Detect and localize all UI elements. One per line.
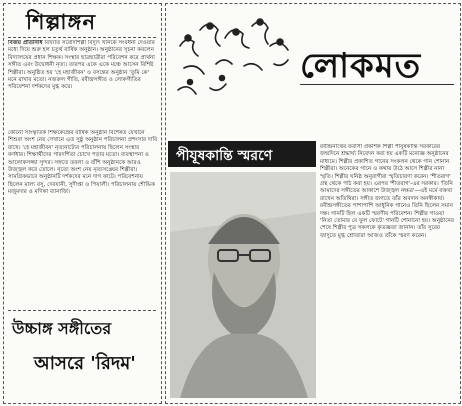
section1 xyxy=(8,40,158,128)
bottom-divider xyxy=(8,310,156,311)
heading-divider xyxy=(8,37,156,38)
left-column xyxy=(3,3,162,404)
section1-text: বিখ্যাত সরোদশিল্পী বিদ্যুৎ খানকে সংবর্ধনা দেওয়ার মধ্যে দিয়ে শুরু হল চতুর্থ বার্ষিক অনুষ্ঠান। অনুষ্ঠানের সূচনা করলেন বিদ্যালয়ের প্রধান শিক্ষক। সংস্থার ছাত্রছাত্রীরা পরিবেশন করে প্রার্থনা সঙ্গীত এবং উদ্বোধনী নৃত্য। তারপর একে একে মঞ্চে আসেন বিশিষ্ট শিল্পীরা। অনুষ্ঠিত হয় 'হে মহাজীবন' ও বসন্তের অনুষ্ঠান 'তুমি কে' মনে রাখার মতো। নজরুল গীতি, রবীন্দ্রসঙ্গীত ও লোকগীতির পরিবেশনা দর্শকদের মুগ্ধ করে। xyxy=(8,40,155,91)
portrait-photo xyxy=(170,172,316,398)
right-column xyxy=(165,3,461,404)
masthead-underline xyxy=(300,84,454,85)
bottom-title-line1: উচ্চাঙ্গ সঙ্গীতের xyxy=(12,319,112,338)
left-heading: শিল্পাঙ্গন xyxy=(26,9,96,34)
bottom-title-line2: আসরে 'রিদম' xyxy=(34,353,136,374)
headline: পীযূষকান্তি স্মরণে xyxy=(176,148,273,164)
article-text: রবীন্দ্রনাথের ফরাসী প্রকাশক শিল্পী পীযূষকান্তি সরকারের জন্মদিনে শ্রদ্ধার্ঘ্য নিবেদন করা হয় একটি মনোজ্ঞ অনুষ্ঠানের মাধ্যমে। শিল্পীর প্রকাশিত গানের সংকলন থেকে গান শোনান শিল্পীরা। অনেকের গানে ও কথায় উঠে আসে শিল্পীর নানা স্মৃতি। শিল্পীর ঘনিষ্ঠ অনুরাগীরা স্মৃতিচারণা করেন। 'শীতরাগ' গ্রন্থ থেকে পাঠ করা হয়। এরপর 'শীতরাগ'-এর সরকার। 'তিনি আমাদের সঙ্গীতের আকাশে উজ্জ্বল নক্ষত্র'—এই মর্মে বক্তব্য রাখেন অতিথিরা। সঙ্গীত জগতে তাঁর অবদান অনস্বীকার্য। রবীন্দ্রসঙ্গীতের পাশাপাশি আধুনিক গানেও তিনি ছিলেন সমান দক্ষ। গানটি ছিল একটি স্মরণীয় পরিবেশন। শিল্পীর গাওয়া 'নিত্য তোমার যে ফুল ফোটে' গানটি শোনানো হয়। অনুষ্ঠানের শেষে শিল্পীর পুত্র সকলকে কৃতজ্ঞতা জানান। তাঁর সুরের জাদুতে মুগ্ধ শ্রোতারা আজও তাঁকে স্মরণ করেন। xyxy=(320,144,454,239)
dancers-illustration xyxy=(170,8,300,116)
section2-text: কোনো সাংস্কৃতিক শিক্ষকেন্দ্রের বার্ষিক অনুষ্ঠান বিশেষত যেখানে শিশুরা অংশ নেয় সেখানে এত সুষ্ঠু অনুষ্ঠান পরিচালনা প্রশংসার দাবি রাখে। 'হে মহাজীবন' নৃত্যনাট্যের পরিচালনায় ছিলেন সংস্থার কর্ণধার। শিক্ষার্থীদের পারদর্শিতা চোখে পড়ার মতো। ব্যবস্থাপনা ও আলোকসজ্জা সুন্দর। সঙ্গতে তবলা ও বাঁশি অনুষ্ঠানকে আরও উজ্জ্বল করে তোলে। নৃত্যে অংশ নেয় নৃত্যসঙ্ঘের শিল্পীরা। সামগ্রিকভাবে অনুষ্ঠানটি দর্শকদের মনে দাগ কাটে। পরিবেশনায় ছিলেন মাল্য বসু, দেবযানী, সুদীপ্তা ও পিয়ালী। পরিচালনায় শৌভিক মজুমদার ও মণিকা ব্যানার্জি। xyxy=(8,130,158,196)
masthead-title: লোকমত xyxy=(300,46,422,86)
headline-bar xyxy=(168,141,316,167)
section1-title: বিজয় প্রতিনিধি xyxy=(8,40,43,46)
